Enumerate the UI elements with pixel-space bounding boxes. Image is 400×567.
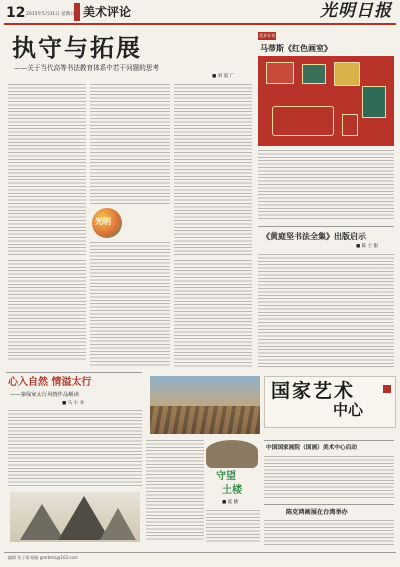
notice1-title: 中国国家画院（国画）美术中心启动 [266, 445, 357, 451]
painting-chair [342, 114, 358, 136]
main-body-text-col-1 [8, 84, 86, 256]
brand-badge-label: 光明 [95, 217, 111, 226]
mountain-painting [10, 492, 140, 542]
painting-table [272, 106, 334, 136]
main-subheadline: ——关于当代高等书法教育体系中若干问题的思考 [14, 64, 160, 72]
header-rule [4, 23, 396, 25]
lower-left-subtitle: ——秦保家太行风情作品解读 [10, 392, 79, 398]
main-body-text-col-1b [8, 260, 86, 360]
main-body-text-col-2 [90, 84, 170, 204]
lower-left-author: ■ 马 小 书 [62, 401, 85, 406]
footer-text: 编辑 张子琦 邮箱 gmrbms@163.com [8, 555, 78, 560]
landscape-painting [150, 376, 260, 434]
brand-badge [92, 208, 122, 238]
matisse-painting [258, 56, 394, 146]
lower-left-rule [6, 372, 142, 373]
notice2-rule [264, 504, 394, 505]
tulou-photo [206, 440, 258, 468]
calligraphy-line-1: 国家艺术 [271, 380, 356, 402]
lower-middle-author: ■ 夏 晓 [222, 500, 239, 505]
masthead: 光明日报 [320, 1, 392, 21]
main-body-text-col-2b [90, 242, 170, 368]
painting-frame-3 [334, 62, 360, 86]
lower-left-title: 心入自然 情溢太行 [8, 377, 92, 388]
painting-frame-2 [302, 64, 326, 84]
book-notice-rule [258, 226, 394, 227]
painting-frame-1 [266, 62, 294, 84]
lower-middle-body-2 [206, 510, 260, 542]
lower-middle-title-line1: 守望 [216, 471, 236, 482]
column-title: 马蒂斯《红色画室》 [260, 43, 332, 53]
column-tag [258, 32, 276, 40]
main-author: ■ 刘 道 广 [212, 74, 235, 79]
book-notice-body [258, 254, 394, 368]
calligraphy-artwork [264, 376, 396, 428]
landscape-hills [150, 406, 260, 434]
section-title-bar [74, 3, 80, 21]
notice2-body [264, 520, 394, 546]
notice2-title: 陈克鸿画展在台湾举办 [286, 509, 348, 516]
footer-rule [4, 552, 396, 553]
lower-left-body [8, 410, 142, 488]
notice1-body [264, 456, 394, 500]
lower-middle-title-line2: 土楼 [222, 485, 242, 496]
section-title: 美术评论 [83, 5, 132, 19]
calligraphy-line-2: 中心 [333, 401, 364, 419]
book-notice-author: ■ 陈 士 银 [356, 244, 379, 249]
notice1-rule [264, 440, 394, 441]
painting-window [362, 86, 386, 118]
main-headline: 执守与拓展 [12, 33, 142, 62]
main-body-text-col-3 [174, 84, 252, 256]
page-number: 12 [6, 5, 26, 21]
calligraphy-seal [383, 385, 391, 393]
main-body-text-col-3b [174, 260, 252, 368]
column-body-text [258, 150, 394, 220]
lower-middle-body-1 [146, 440, 204, 540]
book-notice-title: 《黄庭坚书法全集》出版启示 [262, 231, 366, 241]
column-tag-label: 美术专刊 [259, 32, 275, 38]
mountain-peak-3 [100, 508, 136, 540]
date-line: 2015年5月31日 星期日 [26, 12, 75, 17]
